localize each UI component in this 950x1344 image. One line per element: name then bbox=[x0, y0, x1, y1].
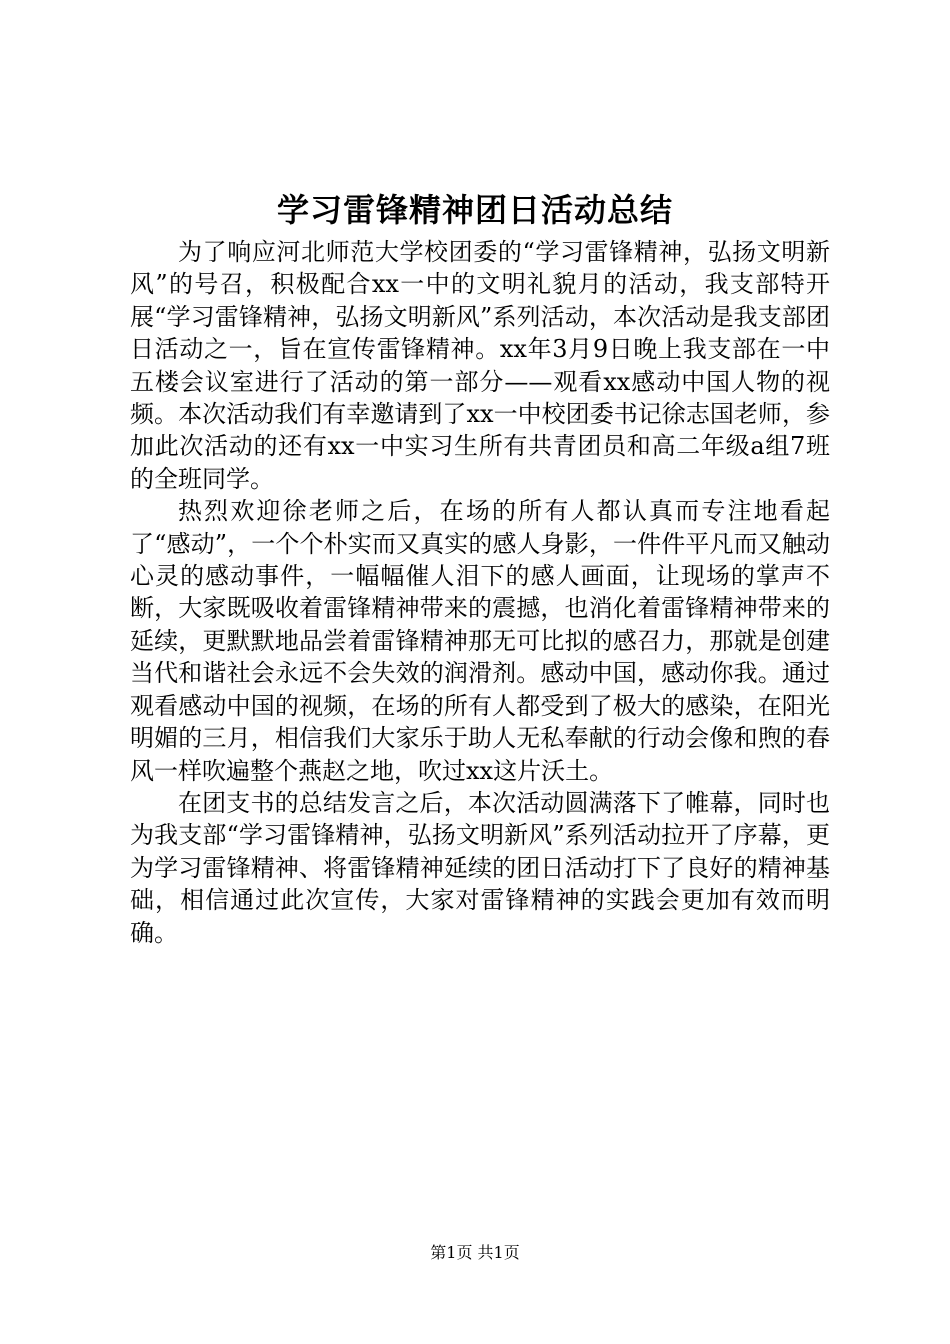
document-body bbox=[130, 236, 830, 949]
page-footer: 第1页 共1页 bbox=[430, 1243, 520, 1262]
document-title: 学习雷锋精神团日活动总结 bbox=[276, 191, 673, 229]
paragraph-1: 为了响应河北师范大学校团委的“学习雷锋精神，弘扬文明新风”的号召，积极配合xx一中的文明礼貌月的活动，我支部特开展“学习雷锋精神，弘扬文明新风”系列活动，本次活动是我支部团日活动之一，旨在宣传雷锋精神。xx年3月9日晚上我支部在一中五楼会议室进行了活动的第一部分——观看xx感动中国人物的视频。本次活动我们有幸邀请到了xx一中校团委书记徐志国老师，参加此次活动的还有xx一中实习生所有共青团员和高二年级a组7班的全班同学。 bbox=[130, 238, 830, 493]
paragraph-2: 热烈欢迎徐老师之后，在场的所有人都认真而专注地看起了“感动”，一个个朴实而又真实的感人身影，一件件平凡而又触动心灵的感动事件，一幅幅催人泪下的感人画面，让现场的掌声不断，大家既吸收着雷锋精神带来的震撼，也消化着雷锋精神带来的延续，更默默地品尝着雷锋精神那无可比拟的感召力，那就是创建当代和谐社会永远不会失效的润滑剂。感动中国，感动你我。通过观看感动中国的视频，在场的所有人都受到了极大的感染，在阳光明媚的三月，相信我们大家乐于助人无私奉献的行动会像和煦的春风一样吹遍整个燕赵之地，吹过xx这片沃土。 bbox=[130, 497, 830, 785]
paragraph-3: 在团支书的总结发言之后，本次活动圆满落下了帷幕，同时也为我支部“学习雷锋精神，弘扬文明新风”系列活动拉开了序幕，更为学习雷锋精神、将雷锋精神延续的团日活动打下了良好的精神基础，相信通过此次宣传，大家对雷锋精神的实践会更加有效而明确。 bbox=[130, 788, 830, 947]
